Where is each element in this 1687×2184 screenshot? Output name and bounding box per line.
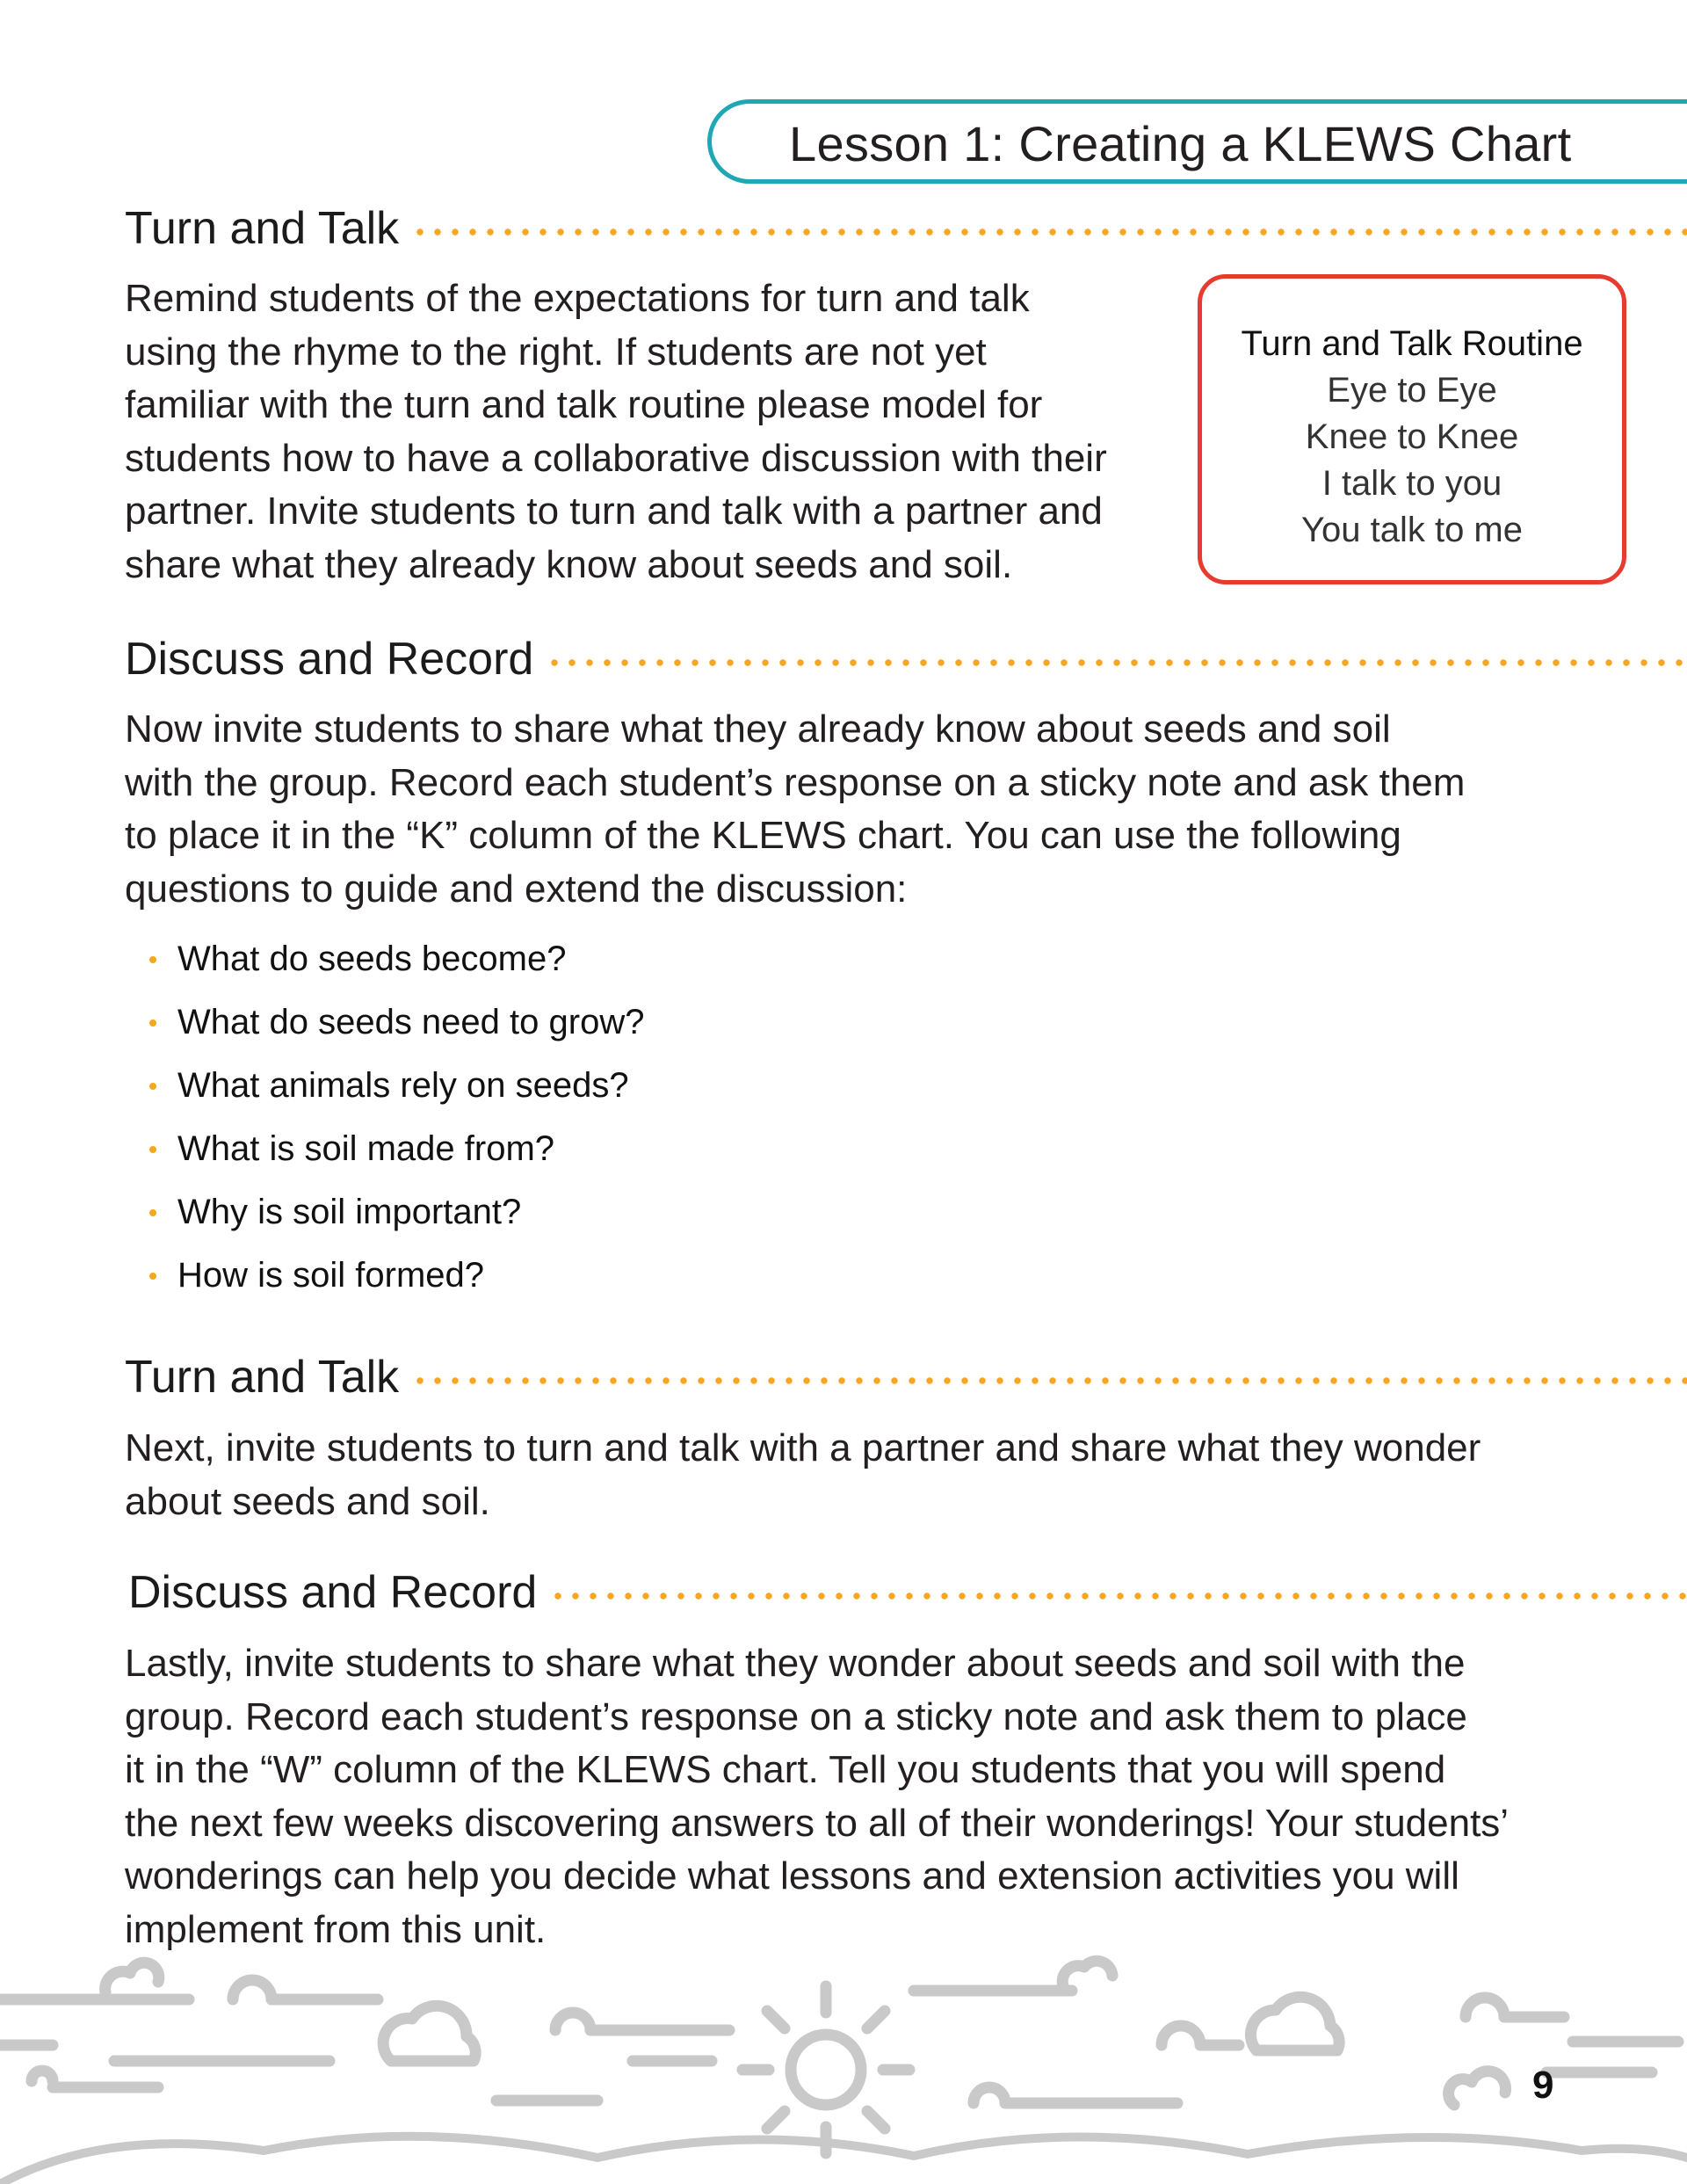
list-item (146, 1189, 644, 1252)
list-item (146, 999, 644, 1063)
section-heading-discuss-and-record-2 (128, 1564, 1687, 1621)
routine-line: Knee to Knee (1305, 417, 1519, 456)
list-item-text: What do seeds become? (177, 940, 567, 978)
footer-decoration (0, 1947, 1687, 2184)
paragraph-line: implement from this unit. (125, 1907, 547, 1951)
paragraph-line: using the rhyme to the right. If students are not yet (125, 330, 987, 374)
paragraph-line: with the group. Record each student’s response on a sticky note and ask them (125, 760, 1466, 804)
cloud-icon (105, 1961, 1506, 2105)
list-item (146, 1126, 644, 1189)
bullet-dot-icon (149, 1019, 156, 1027)
sun-icon (742, 1986, 909, 2153)
bullet-dot-icon (149, 1146, 156, 1153)
list-item-text: How is soil formed? (177, 1256, 485, 1295)
list-item-text: Why is soil important? (177, 1193, 522, 1231)
routine-line: I talk to you (1321, 464, 1502, 503)
paragraph-line: group. Record each student’s response on a sticky note and ask them to place (125, 1694, 1467, 1738)
routine-line: Eye to Eye (1327, 371, 1497, 410)
section-heading-discuss-and-record-1 (125, 631, 1687, 687)
list-item-text: What do seeds need to grow? (177, 1003, 645, 1041)
turn-and-talk-routine-box (1198, 274, 1626, 584)
paragraph-line: wonderings can help you decide what lessons and extension activities you will (125, 1854, 1459, 1897)
list-item (146, 1252, 644, 1316)
list-item-text: What animals rely on seeds? (177, 1066, 629, 1105)
paragraph-line: the next few weeks discovering answers to all of their wonderings! Your students’ (125, 1801, 1510, 1845)
section-heading-text: Turn and Talk (125, 203, 400, 254)
discuss-and-record-paragraph-2 (125, 1637, 1509, 1956)
routine-title: Turn and Talk Routine (1241, 324, 1583, 363)
paragraph-line: about seeds and soil. (125, 1479, 490, 1523)
paragraph-line: to place it in the “K” column of the KLEWS chart. You can use the following (125, 814, 1401, 857)
paragraph-line: Now invite students to share what they already know about seeds and soil (125, 707, 1391, 751)
paragraph-line: questions to guide and extend the discussion: (125, 867, 908, 911)
bullet-dot-icon (149, 1209, 156, 1216)
section-heading-text: Discuss and Record (128, 1567, 538, 1618)
turn-and-talk-paragraph-1 (125, 272, 1107, 591)
paragraph-line: students how to have a collaborative discussion with their (125, 436, 1107, 480)
list-item (146, 936, 644, 999)
dotted-rule (411, 229, 1687, 236)
paragraph-line: Lastly, invite students to share what they wonder about seeds and soil with the (125, 1642, 1466, 1685)
dotted-rule (411, 1377, 1687, 1384)
paragraph-line: familiar with the turn and talk routine please model for (125, 383, 1043, 426)
routine-line: You talk to me (1300, 511, 1523, 549)
bullet-dot-icon (149, 956, 156, 963)
page-number: 9 (1532, 2064, 1554, 2107)
list-item-text: What is soil made from? (177, 1129, 555, 1168)
section-heading-turn-and-talk-2 (125, 1349, 1687, 1405)
section-heading-turn-and-talk-1 (125, 200, 1687, 257)
section-heading-text: Discuss and Record (125, 634, 534, 685)
paragraph-line: share what they already know about seeds and soil. (125, 542, 1013, 586)
lesson-title: Lesson 1: Creating a KLEWS Chart (789, 116, 1572, 171)
paragraph-line: it in the “W” column of the KLEWS chart. Tell you students that you will spend (125, 1748, 1446, 1791)
paragraph-line: Remind students of the expectations for turn and talk (125, 277, 1030, 320)
discussion-questions-list (146, 936, 644, 1316)
bullet-dot-icon (149, 1273, 156, 1280)
discuss-and-record-paragraph-1 (125, 703, 1465, 916)
dotted-rule (546, 659, 1687, 666)
bullet-dot-icon (149, 1083, 156, 1090)
list-item (146, 1063, 644, 1126)
turn-and-talk-paragraph-2 (125, 1422, 1481, 1528)
paragraph-line: partner. Invite students to turn and talk with a partner and (125, 490, 1103, 533)
dotted-rule (549, 1593, 1687, 1600)
section-heading-text: Turn and Talk (125, 1352, 400, 1403)
paragraph-line: Next, invite students to turn and talk with a partner and share what they wonder (125, 1426, 1481, 1469)
